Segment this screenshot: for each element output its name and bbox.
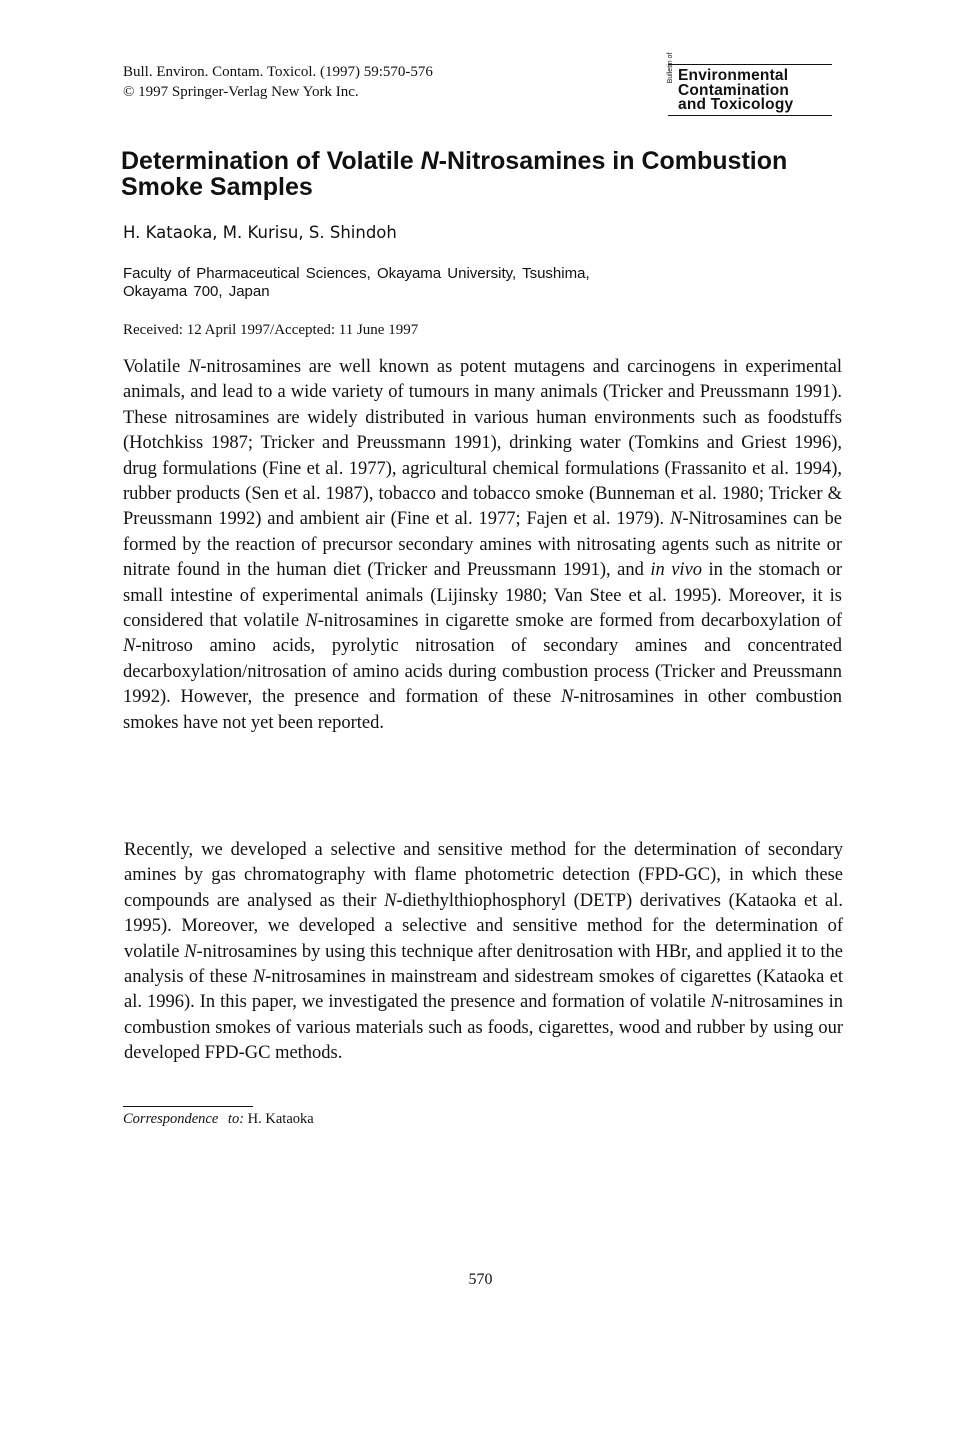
logo-line-1: Environmental: [678, 67, 789, 84]
body-paragraph-2: [124, 838, 843, 1067]
italic-term: N: [560, 687, 574, 708]
text-run: -nitrosamines in mainstream and sidestream smokes of cigarettes (Kataoka et al. 1996). In this paper, we investigated the presence and formation of volatile: [124, 967, 843, 1013]
author-list: H. Kataoka, M. Kurisu, S. Shindoh: [123, 223, 397, 242]
italic-term: N: [252, 967, 266, 988]
title-italic: N: [420, 147, 439, 175]
correspondence-label: Correspondence to:: [123, 1111, 245, 1127]
italic-term: N: [710, 992, 723, 1013]
italic-term: in vivo: [650, 560, 703, 581]
title-part-1: Determination of Volatile: [121, 147, 421, 175]
text-run: -nitrosamines by using this technique after denitrosation with HBr, and applied it to the analysis of these: [124, 941, 844, 988]
text-run: -nitrosamines are well known as potent mutagens and carcinogens in experimental animals, and lead to a wide variety of tumours in many animals (Tricker and Preussmann 1991). These nitrosamines are widely distributed in various human environments such as foodstuffs (Hotchkiss 1987; Tricker and Preussmann 1991), drinking water (Tomkins and Griest 1996), drug formulations (Fine et al. 1977), agricultural chemical formulations (Frassanito et al. 1994), rubber products (Sen et al. 1987), tobacco and tobacco smoke (Bunneman et al. 1980; Tricker & Preussmann 1992) and ambient air (Fine et al. 1977; Fajen et al. 1979).: [123, 357, 842, 530]
affiliation-line-1: Faculty of Pharmaceutical Sciences, Okayama University, Tsushima,: [123, 265, 590, 282]
logo-side-text: Bulletin of: [667, 52, 674, 84]
logo-title: [678, 69, 793, 113]
italic-term: N: [384, 890, 397, 911]
text-run: -nitrosamines in other combustion smokes have not yet been reported.: [123, 687, 842, 733]
affiliation-line-2: Okayama 700, Japan: [123, 283, 270, 300]
correspondence-footnote: [123, 1110, 314, 1128]
logo-line-3: and Toxicology: [678, 96, 794, 113]
italic-term: N: [123, 636, 136, 657]
journal-logo: [667, 52, 832, 116]
body-paragraph-1: [123, 355, 842, 736]
footnote-rule: [123, 1106, 253, 1107]
text-run: in the stomach or small intestine of experimental animals (Lijinsky 1980; Van Stee et al. 1995). Moreover, it is considered that volatile: [123, 560, 843, 632]
text-run: -nitrosamines in combustion smokes of various materials such as foods, cigarettes, wood and rubber by using our developed FPD-GC methods.: [124, 992, 844, 1064]
article-title: [121, 148, 841, 200]
journal-citation: [123, 62, 433, 102]
citation-line-2: © 1997 Springer-Verlag New York Inc.: [123, 84, 359, 100]
correspondence-name: H. Kataoka: [247, 1111, 314, 1127]
logo-line-2: Contamination: [678, 81, 790, 99]
title-part-2: -Nitrosamines in Combustion Smoke Samples: [121, 147, 788, 201]
text-run: Recently, we developed a selective and sensitive method for the determination of secondary amines by gas chromatography with flame photometric detection (FPD-GC), in which these compounds are analysed as their: [124, 840, 843, 911]
italic-term: N: [184, 941, 197, 962]
italic-term: N: [187, 357, 201, 377]
italic-term: N: [670, 509, 683, 530]
text-run: -nitrosamines in cigarette smoke are formed from decarboxylation of: [317, 611, 842, 632]
affiliation: [123, 265, 723, 301]
text-run: -nitroso amino acids, pyrolytic nitrosation of secondary amines and concentrated decarboxylation/nitrosation of amino acids during combustion process (Tricker and Preussmann 1992). However, the presence and formation of these: [123, 636, 842, 708]
page-number: 570: [468, 1271, 493, 1288]
text-run: Volatile: [123, 357, 188, 377]
text-run: -diethylthiophosphoryl (DETP) derivatives (Kataoka et al. 1995). Moreover, we developed a selective and sensitive method for the determination of volatile: [124, 890, 843, 962]
text-run: -Nitrosamines can be formed by the reaction of precursor secondary amines with nitrosating agents such as nitrite or nitrate found in the human diet (Tricker and Preussmann 1991), and: [123, 509, 842, 581]
italic-term: N: [305, 611, 318, 632]
received-date: Received: 12 April 1997/Accepted: 11 June 1997: [123, 322, 419, 338]
citation-line-1: Bull. Environ. Contam. Toxicol. (1997) 59:570-576: [123, 64, 433, 80]
